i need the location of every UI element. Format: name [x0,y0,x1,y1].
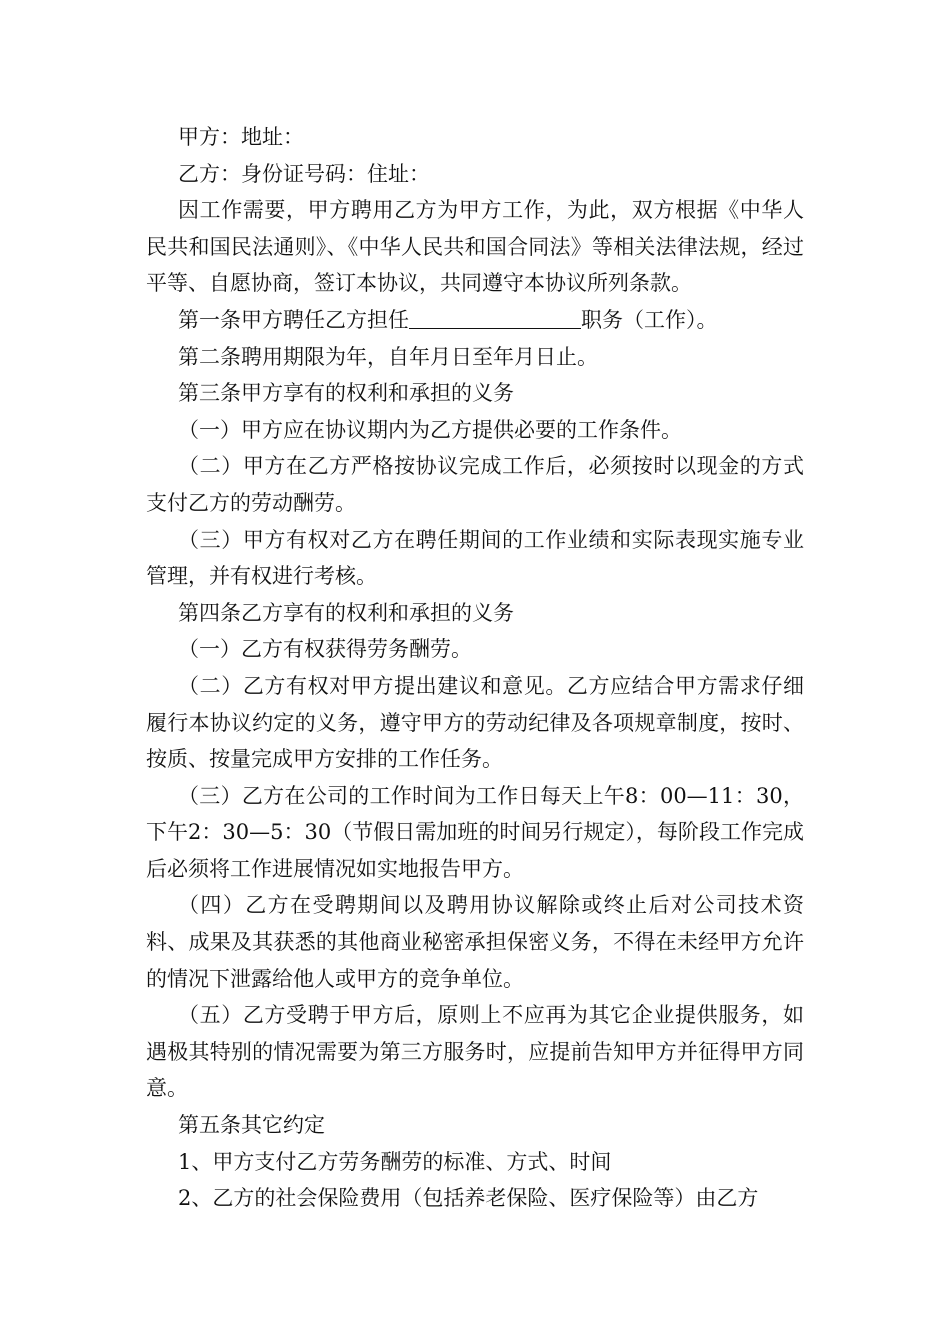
article-3-item: （一）甲方应在协议期内为乙方提供必要的工作条件。 [178,417,682,442]
article-4-item: （三）乙方在公司的工作时间为工作日每天上午8：00—11：30，下午2：30—5：30（节假日需加班的时间另行规定），每阶段工作完成后必须将工作进展情况如实地报告甲方。 [146,783,804,881]
article-5-item: 1、甲方支付乙方劳务酬劳的标准、方式、时间 [178,1149,612,1174]
article-3-title: 第三条甲方享有的权利和承担的义务 [178,381,514,406]
intro-paragraph: 因工作需要，甲方聘用乙方为甲方工作，为此，双方根据《中华人民共和国民法通则》、《中华人民共和国合同法》等相关法律法规，经过平等、自愿协商，签订本协议，共同遵守本协议所列条款。 [146,198,804,296]
article-4-title: 第四条乙方享有的权利和承担的义务 [178,600,514,625]
article-5-title: 第五条其它约定 [178,1113,325,1138]
article-3-item: （二）甲方在乙方严格按协议完成工作后，必须按时以现金的方式支付乙方的劳动酬劳。 [146,454,804,515]
position-blank-line [409,308,581,329]
article-2: 第二条聘用期限为年，自年月日至年月日止。 [178,344,598,369]
contract-body [146,119,804,1217]
article-4-item: （一）乙方有权获得劳务酬劳。 [178,637,472,662]
article-1 [146,302,804,339]
article-1-text: 第一条甲方聘任乙方担任 [178,307,409,332]
party-a-line: 甲方：地址： [178,125,304,149]
article-4-item: （五）乙方受聘于甲方后，原则上不应再为其它企业提供服务，如遇极其特别的情况需要为第三方服务时，应提前告知甲方并征得甲方同意。 [146,1003,804,1101]
article-4-item: （四）乙方在受聘期间以及聘用协议解除或终止后对公司技术资料、成果及其获悉的其他商业秘密承担保密义务，不得在未经甲方允许的情况下泄露给他人或甲方的竞争单位。 [146,893,804,991]
party-b-line: 乙方：身份证号码：住址： [178,161,430,186]
article-1-suffix: 职务（工作）。 [581,307,718,332]
article-3-item: （三）甲方有权对乙方在聘任期间的工作业绩和实际表现实施专业管理，并有权进行考核。 [146,527,804,589]
article-4-item: （二）乙方有权对甲方提出建议和意见。乙方应结合甲方需求仔细履行本协议约定的义务，遵守甲方的劳动纪律及各项规章制度，按时、按质、按量完成甲方安排的工作任务。 [146,673,804,772]
article-5-item: 2、乙方的社会保险费用（包括养老保险、医疗保险等）由乙方 [178,1186,759,1211]
